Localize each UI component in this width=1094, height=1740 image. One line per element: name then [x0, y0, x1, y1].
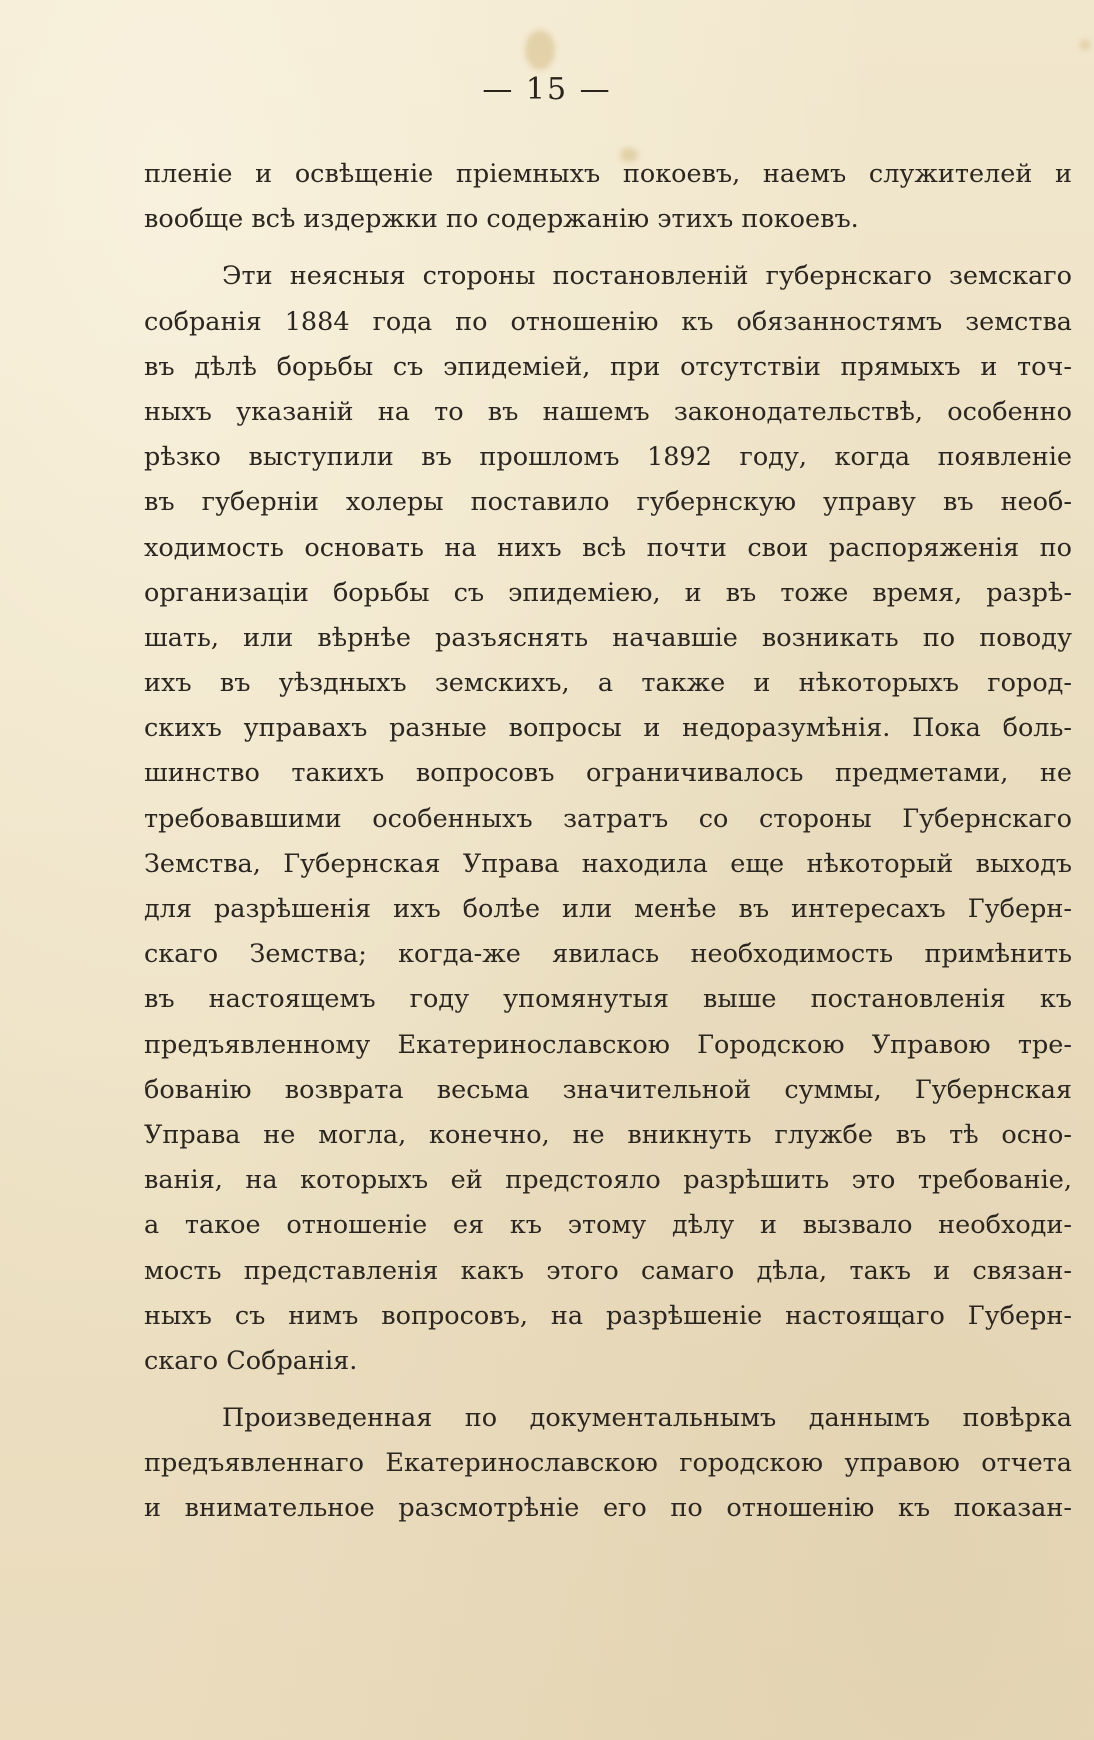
text-line: а такое отношеніе ея къ этому дѣлу и вызвало необходи- [144, 1210, 1072, 1241]
text-line: для разрѣшенія ихъ болѣе или менѣе въ интересахъ Губерн- [144, 894, 1072, 924]
text-line: требовавшими особенныхъ затратъ со стороны Губернскаго [144, 803, 1072, 834]
text-line: организаціи борьбы съ эпидеміею, и въ тоже время, разрѣ- [144, 577, 1072, 608]
text-line: шать, или вѣрнѣе разъяснять начавшіе возникать по поводу [144, 622, 1072, 653]
text-line: Управа не могла, конечно, не вникнуть глужбе въ тѣ осно- [144, 1119, 1072, 1150]
text-line: мость представленія какъ этого самаго дѣла, такъ и связан- [144, 1255, 1072, 1286]
paragraph-gap [144, 1384, 1072, 1396]
text-line: ныхъ указаній на то въ нашемъ законодательствѣ, особенно [144, 396, 1072, 427]
paper-stain [1080, 40, 1090, 50]
text-line: собранія 1884 года по отношенію къ обязанностямъ земства [144, 306, 1072, 337]
page-number: — 15 — [482, 72, 612, 107]
text-line: вообще всѣ издержки по содержанію этихъ покоевъ. [144, 204, 859, 235]
text-line: въ губерніи холеры поставило губернскую управу въ необ- [144, 487, 1072, 518]
text-line: предъявленному Екатеринославскою Городскою Управою тре- [144, 1029, 1072, 1060]
paragraph-gap [144, 242, 1072, 254]
text-line: предъявленнаго Екатеринославскою городскою управою отчета [144, 1448, 1072, 1479]
text-line: Произведенная по документальнымъ даннымъ повѣрка [222, 1403, 1072, 1434]
text-line: ванія, на которыхъ ей предстояло разрѣшить это требованіе, [144, 1165, 1072, 1196]
text-line: бованію возврата весьма значительной суммы, Губернская [144, 1074, 1072, 1105]
body-text [144, 152, 1072, 1532]
text-line: Земства, Губернская Управа находила еще нѣкоторый выходъ [144, 848, 1072, 879]
text-line: скаго Собранія. [144, 1345, 358, 1376]
text-line: Эти неясныя стороны постановленій губернскаго земскаго [222, 261, 1072, 292]
text-line: скаго Земства; когда-же явилась необходимость примѣнить [144, 939, 1072, 970]
text-line: ныхъ съ нимъ вопросовъ, на разрѣшеніе настоящаго Губерн- [144, 1300, 1072, 1331]
paper-stain [525, 30, 555, 70]
text-line: въ дѣлѣ борьбы съ эпидеміей, при отсутствіи прямыхъ и точ- [144, 351, 1072, 382]
text-line: и внимательное разсмотрѣніе его по отношенію къ показан- [144, 1493, 1072, 1524]
text-line: въ настоящемъ году упомянутыя выше постановленія къ [144, 984, 1072, 1015]
text-line: рѣзко выступили въ прошломъ 1892 году, когда появленіе [144, 442, 1072, 473]
text-line: пленіе и освѣщеніе пріемныхъ покоевъ, наемъ служителей и [144, 159, 1072, 189]
text-line: скихъ управахъ разные вопросы и недоразумѣнія. Пока боль- [144, 713, 1072, 744]
text-line: ходимость основать на нихъ всѣ почти свои распоряженія по [144, 532, 1072, 563]
text-line: ихъ въ уѣздныхъ земскихъ, а также и нѣкоторыхъ город- [144, 668, 1072, 699]
text-line: шинство такихъ вопросовъ ограничивалось предметами, не [144, 758, 1072, 789]
